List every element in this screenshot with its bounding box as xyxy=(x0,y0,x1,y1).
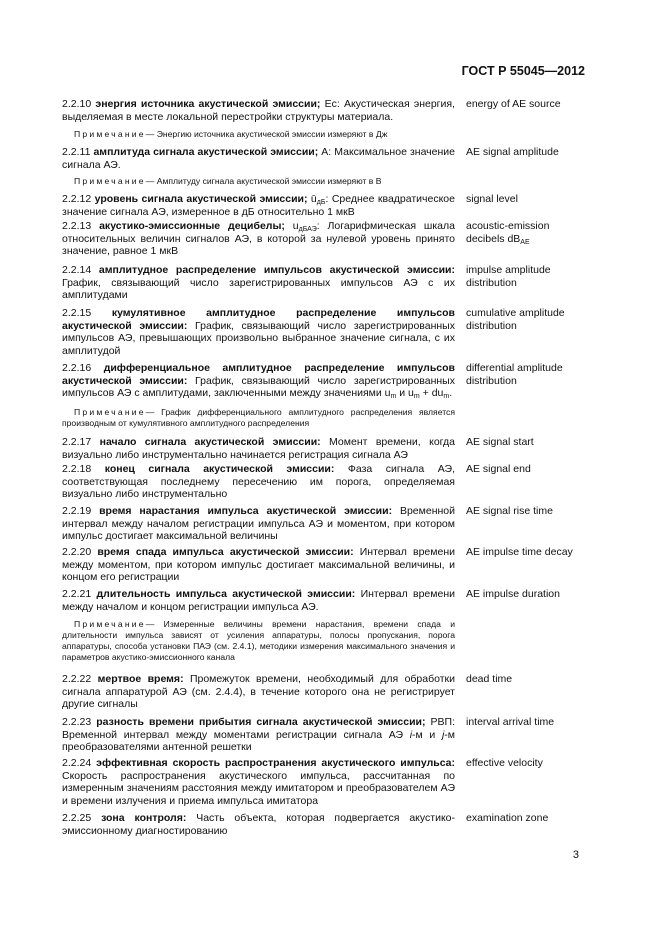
entry-number: 2.2.17 xyxy=(62,436,92,448)
entry-text: -м преобразователями антенной решетки xyxy=(62,728,455,753)
english-term-2-2-25: examination zone xyxy=(466,812,549,824)
entry-term: зона контроля: xyxy=(101,812,187,824)
definition-2-2-18 xyxy=(62,463,455,501)
english-term-2-2-21: AE impulse duration xyxy=(466,588,560,600)
document-code: ГОСТ Р 55045—2012 xyxy=(461,64,585,78)
english-line: distribution xyxy=(466,276,517,289)
english-line: distribution xyxy=(466,319,517,332)
entry-term: дифференциальное амплитудное распределение импульсов акустической эмиссии: xyxy=(62,362,455,387)
definition-2-2-14 xyxy=(62,264,455,302)
entry-text: : Логарифмическая шкала относительных величин сигналов АЭ, в которой за нулевой уровень принято значение, равное 1 мкВ xyxy=(62,220,455,257)
entry-term: длительность импульса акустической эмиссии: xyxy=(96,588,356,600)
entry-term: разность времени прибытия сигнала акустической эмиссии; xyxy=(96,716,426,728)
definition-2-2-21 xyxy=(62,588,455,613)
definition-2-2-19 xyxy=(62,505,455,543)
entry-term: эффективная скорость распространения акустического импульса: xyxy=(96,757,455,769)
definition-2-2-17 xyxy=(62,436,455,461)
entry-number: 2.2.13 xyxy=(62,220,92,232)
entry-number: 2.2.24 xyxy=(62,757,92,769)
entry-text: Промежуток времени, необходимый для обработки сигнала аппаратурой АЭ (см. 2.4.4), в течение которого она не регистрирует другие сигналы xyxy=(62,673,455,710)
definition-2-2-20 xyxy=(62,546,455,584)
entry-text: Момент времени, когда визуально либо инструментально начинается регистрация сигнала АЭ xyxy=(62,436,455,461)
entry-term: кумулятивное амплитудное распределение импульсов акустической эмиссии: xyxy=(62,307,455,332)
entry-text: ū xyxy=(307,193,317,205)
definition-2-2-16 xyxy=(62,362,455,400)
entry-text: График, связывающий число зарегистрированных импульсов АЭ, превышающих произвольно выбранное значение сигнала, с их амплитудой xyxy=(62,319,455,357)
entry-text: А: Максимальное значение сигнала АЭ. xyxy=(62,146,455,171)
entry-number: 2.2.23 xyxy=(62,716,92,728)
note-text: — Измеренные величины времени нарастания, времени спада и длительности импульса зависят от усиления аппаратуры, полосы пропускания, порога аппаратуры, способа установки ПАЭ (см. 2.4.1), методики измерения максимального значения и параметров акустико-эмиссионного канала xyxy=(62,619,455,662)
entry-text: Скорость распространения акустического импульса, рассчитанная по измеренным значениям расстояния между имитатором и преобразователем АЭ и времени излучения и приема импульса имитатора xyxy=(62,769,455,807)
english-term-2-2-15 xyxy=(466,307,616,332)
entry-term: уровень сигнала акустической эмиссии; xyxy=(94,193,308,205)
entry-number: 2.2.15 xyxy=(62,307,92,319)
entry-term: акустико-эмиссионные децибелы; xyxy=(99,220,285,232)
entry-term: конец сигнала акустической эмиссии: xyxy=(104,463,335,475)
english-line: differential amplitude xyxy=(466,362,563,374)
note-text: — График дифференциального амплитудного распределения является производным от кумулятивного амплитудного распределения xyxy=(62,407,455,428)
definition-2-2-12 xyxy=(62,193,455,218)
english-term-2-2-24: effective velocity xyxy=(466,757,543,769)
entry-number: 2.2.18 xyxy=(62,463,92,475)
note-lead: Примечание xyxy=(74,407,146,417)
english-term-2-2-17: AE signal start xyxy=(466,436,534,448)
subscript: m xyxy=(390,393,397,400)
entry-text: РВП: Временной интервал между моментами регистрации сигнала АЭ xyxy=(62,716,456,741)
page-number: 3 xyxy=(572,849,579,861)
english-term-2-2-23: interval arrival time xyxy=(466,716,555,728)
note-2-2-11 xyxy=(62,176,455,187)
subscript: дБАЭ xyxy=(298,226,317,233)
note-lead: Примечание xyxy=(74,129,146,139)
entry-text: Интервал времени между моментом, при котором импульс достигает максимальной величины, и концом его регистрации xyxy=(62,546,455,583)
definition-2-2-23 xyxy=(62,716,455,754)
entry-number: 2.2.12 xyxy=(62,193,92,205)
entry-term: энергия источника акустической эмиссии; xyxy=(95,98,321,110)
italic-index: i xyxy=(409,728,413,741)
definition-2-2-22 xyxy=(62,673,455,711)
entry-text: : Среднее квадратическое значение сигнала АЭ, измеренное в дБ относительно 1 мкВ xyxy=(62,193,455,218)
definition-2-2-11 xyxy=(62,146,455,171)
entry-text: -м и xyxy=(412,728,442,741)
definition-2-2-25 xyxy=(62,812,455,837)
english-line: decibels dB xyxy=(466,232,521,245)
entry-text: u xyxy=(284,220,299,232)
english-line: cumulative amplitude xyxy=(466,307,565,319)
entry-number: 2.2.11 xyxy=(62,146,91,158)
entry-text: График, связывающий число зарегистрированных импульсов АЭ с их амплитудами xyxy=(62,276,455,301)
definition-2-2-24 xyxy=(62,757,455,807)
entry-number: 2.2.20 xyxy=(62,546,92,558)
entry-term: амплитуда сигнала акустической эмиссии; xyxy=(93,146,319,158)
english-term-2-2-12: signal level xyxy=(466,193,518,205)
subscript: дБ xyxy=(316,199,326,206)
english-line: distribution xyxy=(466,374,517,387)
definition-2-2-13 xyxy=(62,220,455,258)
entry-number: 2.2.16 xyxy=(62,362,92,374)
entry-term: амплитудное распределение импульсов акустической эмиссии: xyxy=(98,264,456,276)
entry-text: . xyxy=(449,387,453,399)
entry-number: 2.2.25 xyxy=(62,812,92,824)
english-term-2-2-16 xyxy=(466,362,616,387)
english-term-2-2-13 xyxy=(466,220,616,245)
english-term-2-2-10: energy of AE source xyxy=(466,98,561,110)
entry-text: Интервал времени между началом и концом регистрации импульса АЭ. xyxy=(62,588,455,613)
subscript: m xyxy=(413,393,420,400)
english-term-2-2-20: AE impulse time decay xyxy=(466,546,573,558)
note-2-2-21 xyxy=(62,619,455,663)
entry-text: Eс: Акустическая энергия, выделяемая в месте локальной перестройки структуры материала. xyxy=(62,98,455,123)
italic-index: j xyxy=(441,728,445,741)
english-term-2-2-19: AE signal rise time xyxy=(466,505,553,517)
entry-term: время нарастания импульса акустической эмиссии: xyxy=(99,505,393,517)
entry-term: время спада импульса акустической эмиссии: xyxy=(97,546,354,558)
subscript: AE xyxy=(520,238,530,246)
entry-number: 2.2.22 xyxy=(62,673,92,685)
note-text: — Амплитуду сигнала акустической эмиссии измеряют в В xyxy=(145,176,382,186)
definition-2-2-10 xyxy=(62,98,455,123)
entry-text: Часть объекта, которая подвергается акустико-эмиссионному диагностированию xyxy=(62,812,455,837)
entry-number: 2.2.19 xyxy=(62,505,92,517)
english-term-2-2-22: dead time xyxy=(466,673,513,685)
note-lead: Примечание xyxy=(74,176,146,186)
entry-term: мертвое время: xyxy=(97,673,184,685)
note-2-2-10 xyxy=(62,129,455,140)
note-text: — Энергию источника акустической эмиссии измеряют в Дж xyxy=(145,129,388,139)
entry-text: Фаза сигнала АЭ, соответствующая последнему пересечению им порога, определяемая визуально либо инструментально xyxy=(62,463,455,500)
definition-2-2-15 xyxy=(62,307,455,357)
english-line: impulse amplitude xyxy=(466,264,551,276)
note-lead: Примечание xyxy=(74,619,146,629)
subscript: m xyxy=(443,393,450,400)
entry-text: + du xyxy=(419,387,444,399)
english-term-2-2-18: AE signal end xyxy=(466,463,531,475)
entry-text: Временной интервал между началом регистрации импульса АЭ и моментом, при котором импульс достигает максимальной величины xyxy=(62,505,456,542)
entry-number: 2.2.10 xyxy=(62,98,92,110)
entry-number: 2.2.14 xyxy=(62,264,92,276)
english-term-2-2-11: AE signal amplitude xyxy=(466,146,559,158)
entry-text: График, связывающий число зарегистрированных импульсов АЭ с амплитудами, заключенными между значениями u xyxy=(62,374,455,399)
english-term-2-2-14 xyxy=(466,264,616,289)
note-2-2-16 xyxy=(62,407,455,429)
entry-number: 2.2.21 xyxy=(62,588,92,600)
entry-text: и u xyxy=(396,387,414,399)
entry-term: начало сигнала акустической эмиссии: xyxy=(99,436,321,448)
english-line: acoustic-emission xyxy=(466,220,550,232)
